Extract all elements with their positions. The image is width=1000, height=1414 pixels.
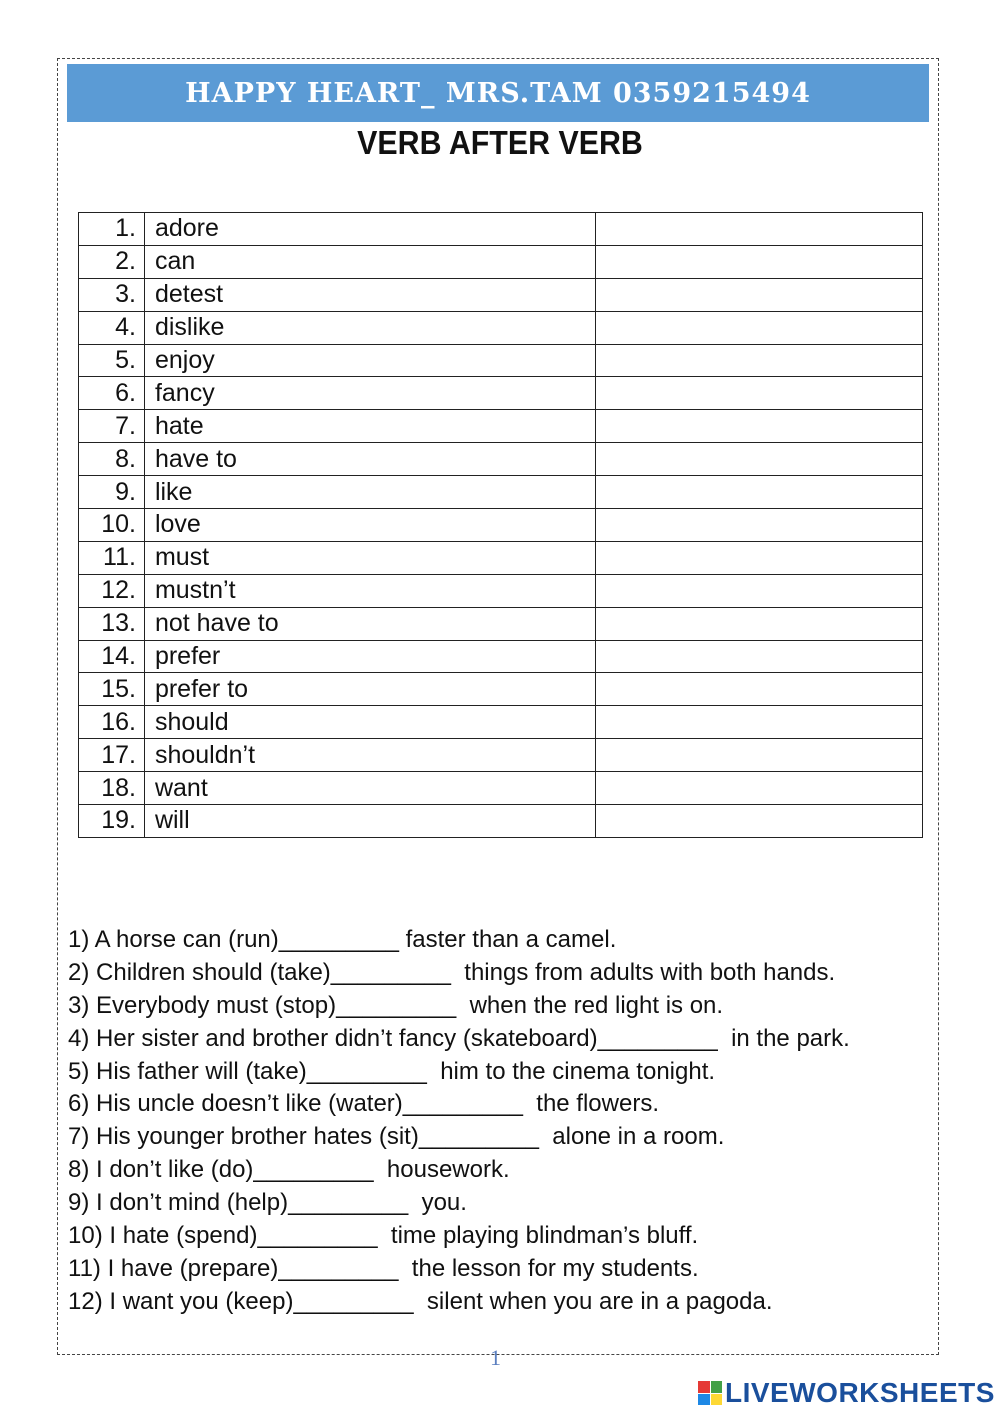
verb-answer-cell[interactable] bbox=[596, 739, 923, 772]
verb-answer-cell[interactable] bbox=[596, 509, 923, 542]
verb-row bbox=[79, 311, 923, 344]
answer-blank[interactable]: _________ bbox=[253, 1156, 374, 1184]
exercise-item bbox=[68, 957, 948, 990]
verb-word: adore bbox=[144, 213, 596, 246]
verb-answer-cell[interactable] bbox=[596, 443, 923, 476]
verb-number: 16. bbox=[79, 706, 145, 739]
verb-word: must bbox=[144, 541, 596, 574]
verb-word: mustn’t bbox=[144, 574, 596, 607]
verb-row bbox=[79, 673, 923, 706]
verb-answer-cell[interactable] bbox=[596, 245, 923, 278]
page-number: 1 bbox=[490, 1345, 501, 1370]
verb-row bbox=[79, 541, 923, 574]
exercise-item bbox=[68, 1286, 948, 1319]
exercise-rest: alone in a room. bbox=[538, 1123, 725, 1151]
verb-answer-cell[interactable] bbox=[596, 772, 923, 805]
verb-row bbox=[79, 344, 923, 377]
verb-row bbox=[79, 739, 923, 772]
answer-blank[interactable]: _________ bbox=[288, 1189, 409, 1217]
verb-row bbox=[79, 706, 923, 739]
exercise-prompt: 11) I have (prepare) bbox=[68, 1254, 279, 1282]
verb-answer-cell[interactable] bbox=[596, 640, 923, 673]
verb-row bbox=[79, 377, 923, 410]
verb-number: 14. bbox=[79, 640, 145, 673]
verb-word: prefer bbox=[144, 640, 596, 673]
verb-answer-cell[interactable] bbox=[596, 541, 923, 574]
verb-answer-cell[interactable] bbox=[596, 574, 923, 607]
verb-number: 3. bbox=[79, 278, 145, 311]
answer-blank[interactable]: _________ bbox=[418, 1123, 539, 1151]
exercise-prompt: 1) A horse can (run) bbox=[68, 926, 279, 953]
verb-word: prefer to bbox=[144, 673, 596, 706]
verb-answer-cell[interactable] bbox=[596, 607, 923, 640]
verb-row bbox=[79, 509, 923, 542]
verb-word: enjoy bbox=[144, 344, 596, 377]
exercise-prompt: 4) Her sister and brother didn’t fancy (skateboard) bbox=[68, 1024, 598, 1052]
logo-text: LIVEWORKSHEETS bbox=[725, 1377, 995, 1408]
exercise-rest: time playing blindman’s bluff. bbox=[377, 1222, 699, 1250]
verb-row bbox=[79, 574, 923, 607]
verb-number: 11. bbox=[79, 541, 145, 574]
exercise-rest: the flowers. bbox=[522, 1090, 659, 1118]
verb-answer-cell[interactable] bbox=[596, 278, 923, 311]
verb-answer-cell[interactable] bbox=[596, 311, 923, 344]
verb-number: 9. bbox=[79, 476, 145, 509]
verb-word: will bbox=[144, 805, 596, 838]
verb-number: 4. bbox=[79, 311, 145, 344]
exercise-rest: you. bbox=[408, 1189, 467, 1217]
exercise-rest: housework. bbox=[373, 1156, 510, 1184]
answer-blank[interactable]: _________ bbox=[402, 1090, 523, 1118]
verb-number: 15. bbox=[79, 673, 145, 706]
exercise-rest: the lesson for my students. bbox=[398, 1254, 699, 1282]
exercise-prompt: 8) I don’t like (do) bbox=[68, 1156, 254, 1184]
exercise-prompt: 2) Children should (take) bbox=[68, 958, 331, 986]
liveworksheets-logo[interactable] bbox=[698, 1378, 995, 1408]
verb-number: 7. bbox=[79, 410, 145, 443]
verb-answer-cell[interactable] bbox=[596, 805, 923, 838]
exercise-rest: in the park. bbox=[717, 1024, 850, 1052]
answer-blank[interactable]: _________ bbox=[597, 1024, 718, 1052]
exercise-list bbox=[68, 924, 948, 1319]
exercise-item bbox=[68, 1253, 948, 1286]
verb-number: 5. bbox=[79, 344, 145, 377]
verb-number: 6. bbox=[79, 377, 145, 410]
verb-word: not have to bbox=[144, 607, 596, 640]
verb-word: can bbox=[144, 245, 596, 278]
verb-word: fancy bbox=[144, 377, 596, 410]
verb-row bbox=[79, 245, 923, 278]
exercise-item bbox=[68, 924, 948, 957]
verb-number: 18. bbox=[79, 772, 145, 805]
verb-number: 19. bbox=[79, 805, 145, 838]
verb-table bbox=[78, 212, 923, 838]
exercise-prompt: 7) His younger brother hates (sit) bbox=[68, 1123, 419, 1151]
exercise-item bbox=[68, 1023, 948, 1056]
answer-blank[interactable]: _________ bbox=[306, 1057, 427, 1085]
exercise-prompt: 5) His father will (take) bbox=[68, 1057, 307, 1085]
exercise-item bbox=[68, 990, 948, 1023]
verb-answer-cell[interactable] bbox=[596, 476, 923, 509]
verb-word: love bbox=[144, 509, 596, 542]
exercise-item bbox=[68, 1121, 948, 1154]
verb-number: 13. bbox=[79, 607, 145, 640]
exercise-rest: faster than a camel. bbox=[398, 926, 617, 953]
verb-row bbox=[79, 410, 923, 443]
verb-word: should bbox=[144, 706, 596, 739]
verb-row bbox=[79, 607, 923, 640]
exercise-rest: when the red light is on. bbox=[456, 991, 724, 1019]
exercise-item bbox=[68, 1220, 948, 1253]
exercise-item bbox=[68, 1154, 948, 1187]
verb-answer-cell[interactable] bbox=[596, 410, 923, 443]
liveworksheets-icon bbox=[698, 1381, 722, 1405]
answer-blank[interactable]: _________ bbox=[336, 991, 457, 1019]
answer-blank[interactable]: _________ bbox=[278, 1254, 399, 1282]
verb-answer-cell[interactable] bbox=[596, 706, 923, 739]
verb-row bbox=[79, 640, 923, 673]
answer-blank[interactable]: _________ bbox=[293, 1287, 414, 1315]
verb-row bbox=[79, 476, 923, 509]
verb-number: 1. bbox=[79, 213, 145, 246]
exercise-item bbox=[68, 1187, 948, 1220]
exercise-prompt: 10) I hate (spend) bbox=[68, 1222, 258, 1250]
exercise-rest: silent when you are in a pagoda. bbox=[413, 1287, 773, 1315]
verb-word: hate bbox=[144, 410, 596, 443]
verb-word: dislike bbox=[144, 311, 596, 344]
answer-blank[interactable]: _________ bbox=[257, 1222, 378, 1250]
header-banner: HAPPY HEART_ MRS.TAM 0359215494 bbox=[67, 64, 929, 122]
verb-number: 2. bbox=[79, 245, 145, 278]
verb-word: have to bbox=[144, 443, 596, 476]
exercise-rest: him to the cinema tonight. bbox=[426, 1057, 716, 1085]
verb-answer-cell[interactable] bbox=[596, 213, 923, 246]
verb-word: shouldn’t bbox=[144, 739, 596, 772]
answer-blank[interactable]: _________ bbox=[278, 926, 399, 953]
exercise-item bbox=[68, 1088, 948, 1121]
exercise-rest: things from adults with both hands. bbox=[450, 958, 836, 986]
verb-answer-cell[interactable] bbox=[596, 344, 923, 377]
verb-answer-cell[interactable] bbox=[596, 377, 923, 410]
verb-row bbox=[79, 443, 923, 476]
verb-word: detest bbox=[144, 278, 596, 311]
exercise-prompt: 12) I want you (keep) bbox=[68, 1287, 294, 1315]
verb-number: 10. bbox=[79, 509, 145, 542]
verb-row bbox=[79, 278, 923, 311]
exercise-prompt: 6) His uncle doesn’t like (water) bbox=[68, 1090, 403, 1118]
verb-row bbox=[79, 805, 923, 838]
verb-number: 8. bbox=[79, 443, 145, 476]
verb-number: 17. bbox=[79, 739, 145, 772]
exercise-prompt: 3) Everybody must (stop) bbox=[68, 991, 337, 1019]
verb-row bbox=[79, 772, 923, 805]
verb-word: want bbox=[144, 772, 596, 805]
exercise-prompt: 9) I don’t mind (help) bbox=[68, 1189, 289, 1217]
verb-number: 12. bbox=[79, 574, 145, 607]
verb-word: like bbox=[144, 476, 596, 509]
page-title: VERB AFTER VERB bbox=[357, 124, 643, 161]
exercise-item bbox=[68, 1056, 948, 1089]
answer-blank[interactable]: _________ bbox=[330, 958, 451, 986]
verb-row bbox=[79, 213, 923, 246]
verb-answer-cell[interactable] bbox=[596, 673, 923, 706]
